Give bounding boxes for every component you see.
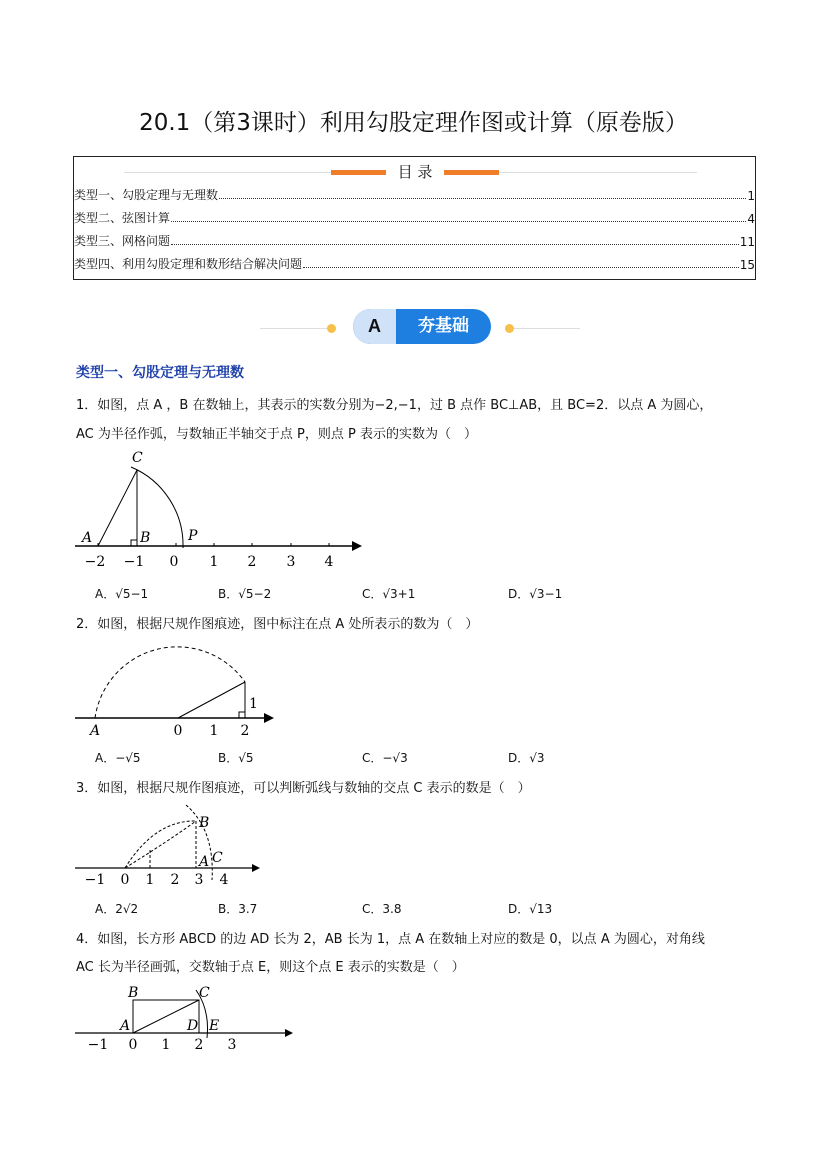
option-b[interactable]: B．√5	[218, 751, 254, 765]
toc-item-page: 1	[747, 189, 755, 203]
toc-item-label: 类型二、弦图计算	[74, 211, 171, 225]
point-label-c: C	[212, 850, 223, 866]
tick-label: 3	[194, 872, 204, 888]
toc-item-page: 11	[739, 235, 755, 249]
question-1-line-2: AC 为半径作弧，与数轴正半轴交于点 P，则点 P 表示的实数为（ ）	[76, 427, 477, 442]
question-4-figure	[0, 980, 300, 1055]
tick-label: 4	[219, 872, 229, 888]
point-label-d: D	[187, 1018, 199, 1034]
point-label-a: A	[199, 854, 210, 870]
tick-label: 2	[247, 554, 257, 570]
tick-label: −1	[84, 872, 106, 888]
section-heading: 类型一、勾股定理与无理数	[76, 365, 244, 381]
toc-item[interactable]	[74, 254, 755, 272]
point-label-p: P	[188, 528, 198, 544]
point-label-b: B	[140, 530, 151, 546]
tick-label: 1	[145, 872, 155, 888]
option-d[interactable]: D．√3−1	[508, 587, 563, 601]
section-badge	[260, 308, 580, 346]
question-1-figure	[0, 440, 380, 575]
question-4-line-2: AC 长为半径画弧，交数轴于点 E，则这个点 E 表示的实数是（ ）	[76, 960, 465, 975]
option-d[interactable]: D．√13	[508, 902, 553, 916]
point-label-a: A	[120, 1018, 131, 1034]
question-3-figure	[0, 800, 280, 895]
tick-label: 2	[240, 723, 250, 739]
option-d[interactable]: D．√3	[508, 751, 545, 765]
option-b[interactable]: B．3.7	[218, 902, 258, 916]
tick-label: −2	[84, 554, 106, 570]
tick-label: −1	[87, 1037, 109, 1053]
question-1-line-1: 1．如图，点 A ，B 在数轴上，其表示的实数分别为−2,−1，过 B 点作 BC⊥AB，且 BC=2．以点 A 为圆心，	[76, 398, 713, 413]
segment-label: 1	[249, 696, 258, 712]
badge-label: 夯基础	[418, 316, 469, 336]
option-c[interactable]: C．3.8	[362, 902, 402, 916]
point-label-e: E	[209, 1018, 220, 1034]
question-2-line-1: 2．如图，根据尺规作图痕迹，图中标注在点 A 处所表示的数为（ ）	[76, 617, 479, 632]
badge-letter: A	[353, 309, 396, 344]
tick-label: 1	[209, 554, 219, 570]
toc-heading: 目 录	[386, 161, 444, 182]
option-a[interactable]: A．√5−1	[95, 587, 149, 601]
point-label-c: C	[132, 450, 143, 466]
toc-item[interactable]	[74, 231, 755, 249]
tick-label: 1	[161, 1037, 171, 1053]
point-label-c: C	[199, 985, 210, 1001]
option-a[interactable]: A．−√5	[95, 751, 141, 765]
tick-label: 0	[173, 723, 183, 739]
tick-label: 0	[128, 1037, 138, 1053]
option-b[interactable]: B．√5−2	[218, 587, 272, 601]
tick-label: 2	[194, 1037, 204, 1053]
page-title: 20.1（第3课时）利用勾股定理作图或计算（原卷版）	[139, 110, 688, 136]
tick-label: 3	[286, 554, 296, 570]
question-3-line-1: 3．如图，根据尺规作图痕迹，可以判断弧线与数轴的交点 C 表示的数是（ ）	[76, 781, 531, 796]
toc-item-label: 类型一、勾股定理与无理数	[74, 188, 219, 202]
toc-item-label: 类型三、网格问题	[74, 234, 171, 248]
table-of-contents	[73, 156, 756, 280]
point-label-a: A	[82, 530, 93, 546]
toc-item[interactable]	[74, 185, 755, 203]
toc-item[interactable]	[74, 208, 755, 226]
toc-item-page: 4	[747, 212, 755, 226]
tick-label: −1	[123, 554, 145, 570]
option-c[interactable]: C．√3+1	[362, 587, 416, 601]
toc-header	[74, 161, 755, 181]
option-a[interactable]: A．2√2	[95, 902, 139, 916]
point-label-b: B	[128, 985, 139, 1001]
tick-label: 4	[324, 554, 334, 570]
point-label-a: A	[90, 723, 101, 739]
toc-item-label: 类型四、利用勾股定理和数形结合解决问题	[74, 257, 303, 271]
tick-label: 3	[227, 1037, 237, 1053]
question-4-line-1: 4．如图，长方形 ABCD 的边 AD 长为 2，AB 长为 1，点 A 在数轴上对应的数是 0，以点 A 为圆心，对角线	[76, 932, 705, 947]
toc-item-page: 15	[739, 258, 755, 272]
tick-label: 0	[169, 554, 179, 570]
tick-label: 1	[209, 723, 219, 739]
tick-label: 0	[120, 872, 130, 888]
option-c[interactable]: C．−√3	[362, 751, 408, 765]
point-label-b: B	[199, 815, 210, 831]
question-2-figure	[0, 630, 290, 740]
tick-label: 2	[170, 872, 180, 888]
